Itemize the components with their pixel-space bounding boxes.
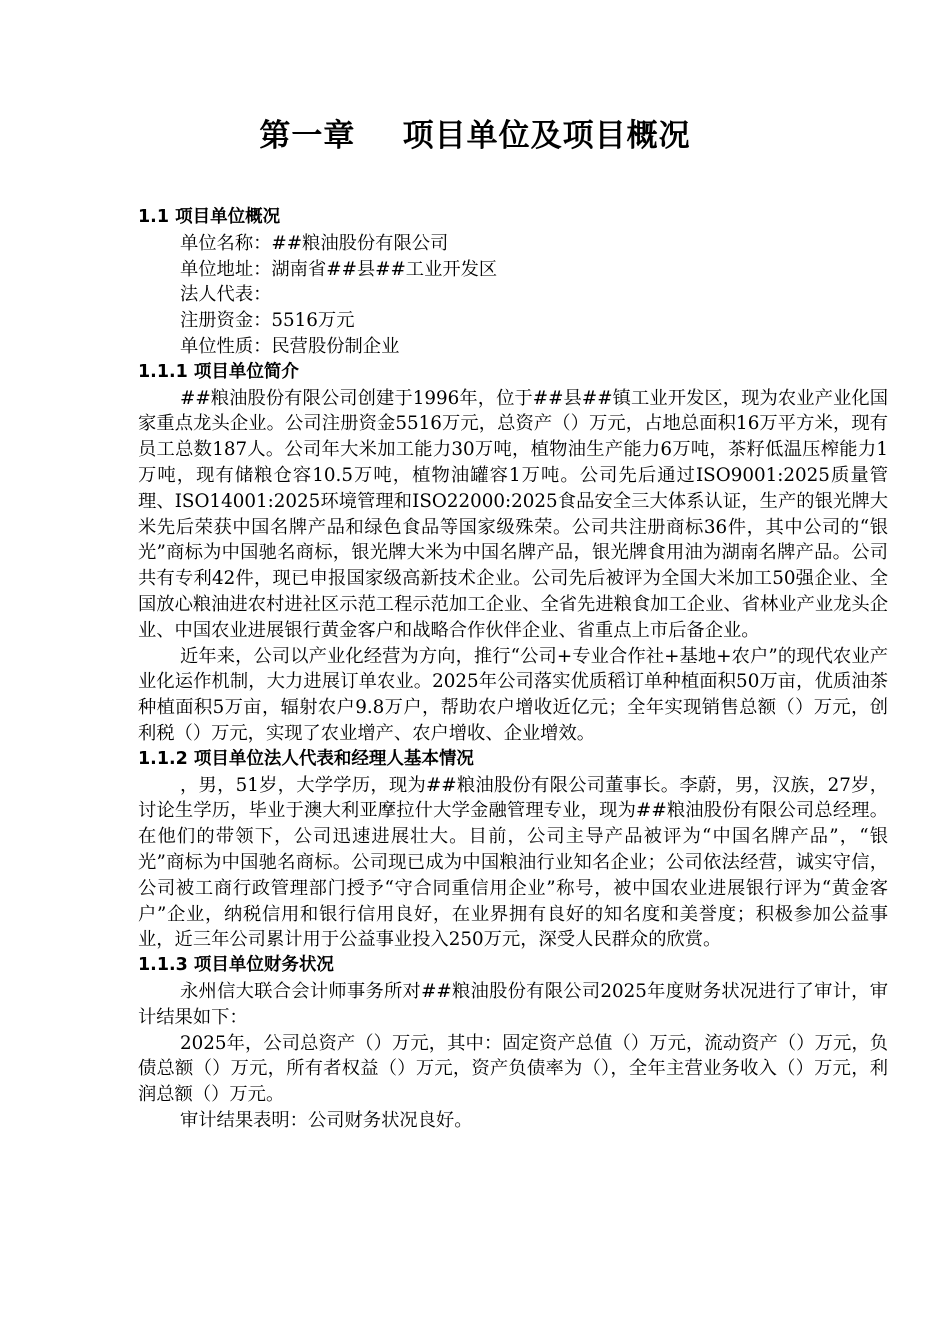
chapter-title: 第一章 项目单位及项目概况 <box>259 118 691 154</box>
section-heading-1-1-3: 1.1.3 项目单位财务状况 <box>138 955 334 976</box>
info-unit-name: 单位名称：##粮油股份有限公司 <box>180 232 449 254</box>
info-legal-representative: 法人代表： <box>180 284 272 306</box>
paragraph-audit-conclusion: 审计结果表明：公司财务状况良好。 <box>180 1109 473 1131</box>
paragraph-recent-development: 近年来，公司以产业化经营为方向，推行“公司+专业合作社+基地+农户”的现代农业产业化运作机制，大力进展订单农业。2025年公司落实优质稻订单种植面积50万亩，优质油茶种植面积5万亩，辐射农户9.8万户，帮助农户增收近亿元；全年实现销售总额（）万元，创利税（）万元，实现了农业增产、农户增收、企业增效。 <box>138 645 888 744</box>
paragraph-company-profile: ##粮油股份有限公司创建于1996年，位于##县##镇工业开发区，现为农业产业化国家重点龙头企业。公司注册资金5516万元，总资产（）万元，占地总面积16万平方米，现有员工总数187人。公司年大米加工能力30万吨，植物油生产能力6万吨，茶籽低温压榨能力1万吨，现有储粮仓容10.5万吨，植物油罐容1万吨。公司先后通过ISO9001:2025质量管理、ISO14001:2025环境管理和ISO22000:2025食品安全三大体系认证，生产的银光牌大米先后荣获中国名牌产品和绿色食品等国家级殊荣。公司共注册商标36件，其中公司的“银光”商标为中国驰名商标，银光牌大米为中国名牌产品，银光牌食用油为湖南名牌产品。公司共有专利42件，现已申报国家级高新技术企业。公司先后被评为全国大米加工50强企业、全国放心粮油进农村进社区示范工程示范加工企业、全省先进粮食加工企业、省林业产业龙头企业、中国农业进展银行黄金客户和战略合作伙伴企业、省重点上市后备企业。 <box>138 387 888 641</box>
info-registered-capital: 注册资金：5516万元 <box>180 310 355 332</box>
info-unit-address: 单位地址：湖南省##县##工业开发区 <box>180 258 498 280</box>
section-heading-1-1-2: 1.1.2 项目单位法人代表和经理人基本情况 <box>138 748 474 769</box>
paragraph-audit-intro: 永州信大联合会计师事务所对##粮油股份有限公司2025年度财务状况进行了审计，审计结果如下： <box>138 980 888 1028</box>
section-heading-1-1: 1.1 项目单位概况 <box>138 207 281 227</box>
paragraph-legal-representative: ，男，51岁，大学学历，现为##粮油股份有限公司董事长。李蔚，男，汉族，27岁，讨论生学历，毕业于澳大利亚摩拉什大学金融管理专业，现为##粮油股份有限公司总经理。在他们的带领下，公司迅速进展壮大。目前，公司主导产品被评为“中国名牌产品”，“银光”商标为中国驰名商标。公司现已成为中国粮油行业知名企业；公司依法经营，诚实守信，公司被工商行政管理部门授予“守合同重信用企业”称号，被中国农业进展银行评为“黄金客户”企业，纳税信用和银行信用良好，在业界拥有良好的知名度和美誉度；积极参加公益事业，近三年公司累计用于公益事业投入250万元，深受人民群众的欣赏。 <box>138 774 888 951</box>
section-heading-1-1-1: 1.1.1 项目单位简介 <box>138 361 299 382</box>
document-body <box>138 205 888 1134</box>
info-unit-type: 单位性质：民营股份制企业 <box>180 335 400 357</box>
paragraph-financial-figures: 2025年，公司总资产（）万元，其中：固定资产总值（）万元，流动资产（）万元，负债总额（）万元，所有者权益（）万元，资产负债率为（），全年主营业务收入（）万元，利润总额（）万元。 <box>138 1032 888 1106</box>
